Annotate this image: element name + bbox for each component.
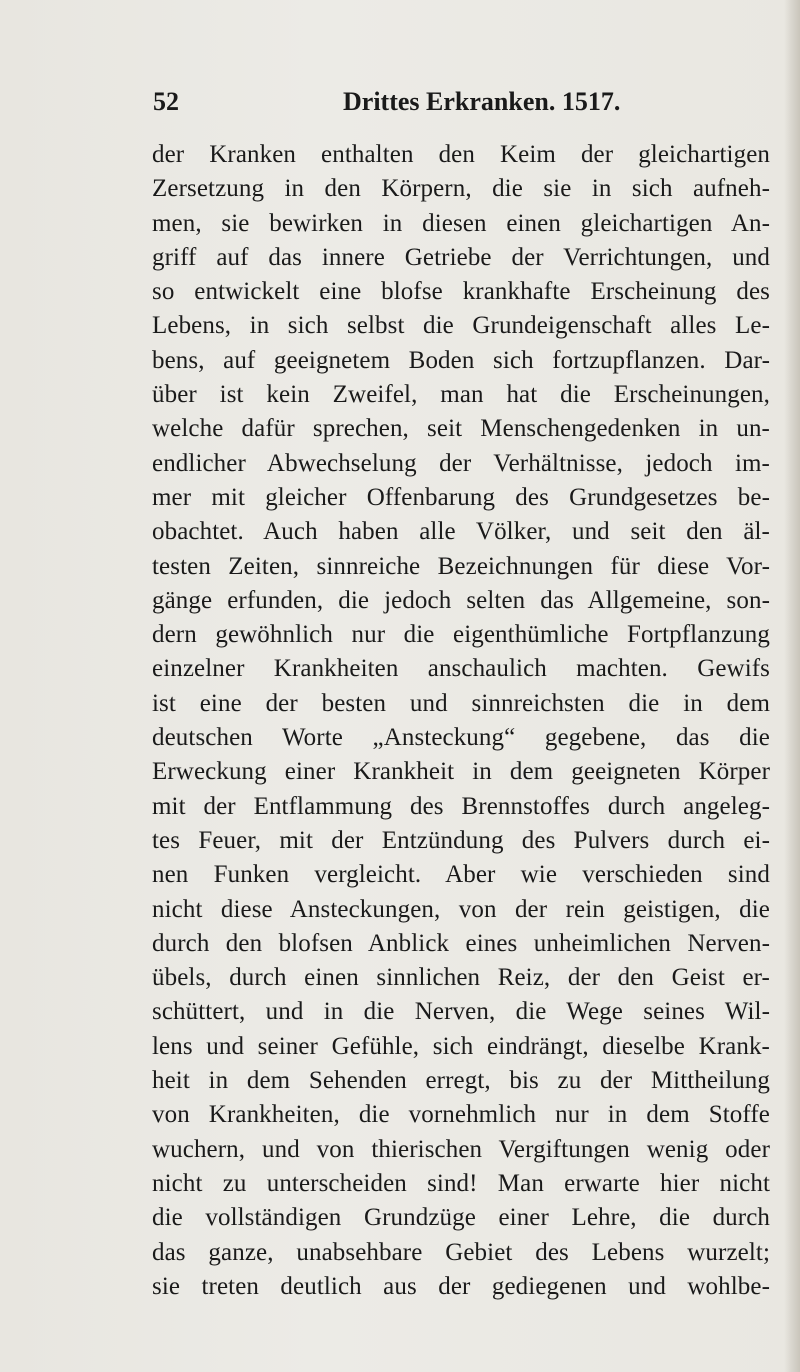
text-line: nen Funken vergleicht. Aber wie verschieden sind <box>152 861 770 889</box>
text-line: lens und seiner Gefühle, sich eindrängt, dieselbe Krank- <box>152 1032 770 1060</box>
text-line: men, sie bewirken in diesen einen gleichartigen An- <box>152 209 770 237</box>
text-line: gänge erfunden, die jedoch selten das Allgemeine, son- <box>152 586 770 614</box>
text-line: deutschen Worte „Ansteckung“ gegebene, das die <box>152 724 770 752</box>
text-line: mit der Entflammung des Brennstoffes durch angeleg- <box>152 792 770 820</box>
text-line: so entwickelt eine blofse krankhafte Erscheinung des <box>152 278 770 306</box>
text-line: obachtet. Auch haben alle Völker, und seit den äl- <box>152 518 770 546</box>
text-line: griff auf das innere Getriebe der Verrichtungen, und <box>152 243 770 271</box>
text-line: einzelner Krankheiten anschaulich machten. Gewifs <box>152 655 770 683</box>
text-line: von Krankheiten, die vornehmlich nur in dem Stoffe <box>152 1101 770 1129</box>
running-head-title: Drittes Erkranken. 1517. <box>343 87 621 116</box>
text-line: Erweckung einer Krankheit in dem geeigneten Körper <box>152 758 770 786</box>
text-line: sie treten deutlich aus der gediegenen und wohlbe- <box>152 1272 770 1300</box>
text-line: über ist kein Zweifel, man hat die Erscheinungen, <box>152 381 770 409</box>
text-line: endlicher Abwechselung der Verhältnisse, jedoch im- <box>152 449 770 477</box>
text-line: dern gewöhnlich nur die eigenthümliche Fortpflanzung <box>152 621 770 649</box>
text-line: der Kranken enthalten den Keim der gleichartigen <box>152 141 770 168</box>
text-line: die vollständigen Grundzüge einer Lehre, die durch <box>152 1204 770 1232</box>
text-line: Lebens, in sich selbst die Grundeigenschaft alles Le- <box>152 312 770 340</box>
text-line: bens, auf geeignetem Boden sich fortzupflanzen. Dar- <box>152 346 770 374</box>
running-head <box>153 82 623 122</box>
text-line: übels, durch einen sinnlichen Reiz, der den Geist er- <box>152 964 770 992</box>
text-line: tes Feuer, mit der Entzündung des Pulvers durch ei- <box>152 826 770 854</box>
body-text <box>152 138 770 1304</box>
text-line: wuchern, und von thierischen Vergiftungen wenig oder <box>152 1135 770 1163</box>
page-edge <box>784 0 800 1372</box>
text-line: das ganze, unabsehbare Gebiet des Lebens wurzelt; <box>152 1238 770 1266</box>
text-line: welche dafür sprechen, seit Menschengedenken in un- <box>152 415 770 443</box>
text-line: nicht zu unterscheiden sind! Man erwarte hier nicht <box>152 1169 770 1197</box>
text-line: mer mit gleicher Offenbarung des Grundgesetzes be- <box>152 483 770 511</box>
page-number: 52 <box>153 87 179 116</box>
text-line: durch den blofsen Anblick eines unheimlichen Nerven- <box>152 929 770 957</box>
text-line: Zersetzung in den Körpern, die sie in sich aufneh- <box>152 175 770 203</box>
text-line: nicht diese Ansteckungen, von der rein geistigen, die <box>152 895 770 923</box>
text-line: heit in dem Sehenden erregt, bis zu der Mittheilung <box>152 1067 770 1095</box>
text-line: ist eine der besten und sinnreichsten die in dem <box>152 689 770 717</box>
text-line: schüttert, und in die Nerven, die Wege seines Wil- <box>152 998 770 1026</box>
text-line: testen Zeiten, sinnreiche Bezeichnungen für diese Vor- <box>152 552 770 580</box>
